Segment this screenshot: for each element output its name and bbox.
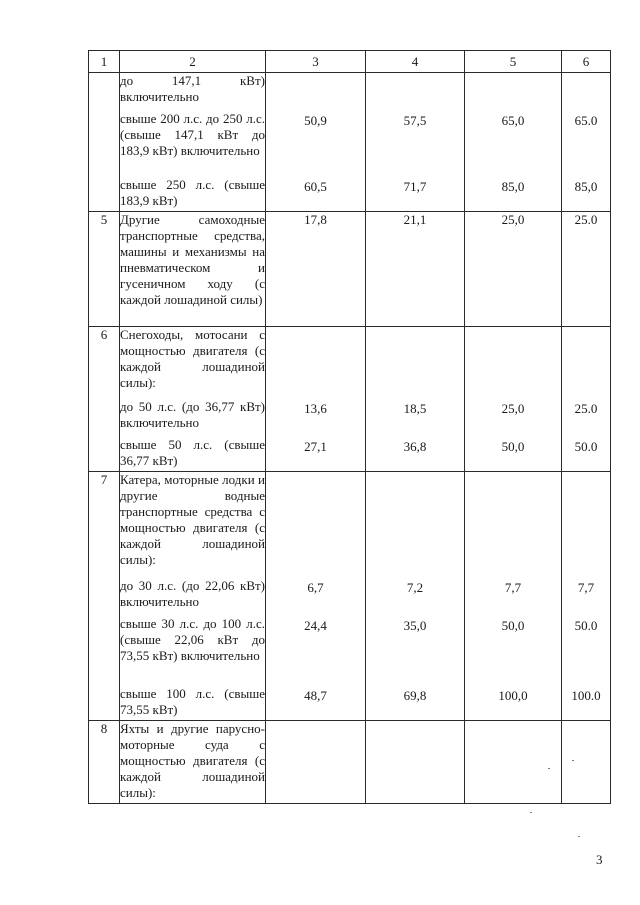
value-cell-col4 xyxy=(366,212,465,327)
value xyxy=(366,73,464,113)
value: 65,0 xyxy=(501,113,525,128)
value: 27,1 xyxy=(304,439,327,454)
value-cell-col5 xyxy=(465,472,562,721)
value-cell-col3 xyxy=(266,721,366,804)
value xyxy=(366,472,464,580)
value xyxy=(366,327,464,401)
value: 69,8 xyxy=(403,688,427,703)
value: 35,0 xyxy=(403,618,427,633)
value: 18,5 xyxy=(403,401,427,416)
value: 50,0 xyxy=(501,618,525,633)
value-cell-col5 xyxy=(465,212,562,327)
value: 25,0 xyxy=(501,401,525,416)
value-cell-col5 xyxy=(465,327,562,472)
value: 6,7 xyxy=(307,580,324,595)
value: 17,8 xyxy=(304,212,327,227)
value: 100.0 xyxy=(571,688,601,703)
table-row xyxy=(89,73,611,212)
value: 13,6 xyxy=(304,401,327,416)
value-cell-col3 xyxy=(266,327,366,472)
value: 7,7 xyxy=(504,580,522,595)
column-header-3: 3 xyxy=(266,51,366,73)
entry-text: свыше 50 л.с. (свыше 36,77 кВт) xyxy=(120,437,265,468)
row-description xyxy=(120,327,266,472)
entry-text: Снегоходы, мотосани с мощностью двигателя (с каждой лошадиной силы): xyxy=(120,327,265,390)
value: 25.0 xyxy=(574,212,598,227)
table-row xyxy=(89,721,611,804)
value-cell-col5 xyxy=(465,721,562,804)
entry-text: Другие самоходные транспортные средства, машины и механизмы на пневматическом и гусеничном ходу (с каждой лошадиной силы) xyxy=(120,212,265,307)
table-row xyxy=(89,327,611,472)
column-header-4: 4 xyxy=(366,51,465,73)
tax-rates-table xyxy=(88,50,611,804)
value: 85,0 xyxy=(501,179,525,194)
value-cell-col6 xyxy=(562,472,611,721)
row-number: 5 xyxy=(89,212,120,327)
value xyxy=(562,472,610,580)
column-header-2: 2 xyxy=(120,51,266,73)
value-cell-col6 xyxy=(562,73,611,212)
scan-speck xyxy=(578,836,580,837)
value: 71,7 xyxy=(403,179,427,194)
value: 7,7 xyxy=(577,580,595,595)
row-description xyxy=(120,212,266,327)
value-cell-col4 xyxy=(366,721,465,804)
value-cell-col3 xyxy=(266,472,366,721)
entry-text: Яхты и другие парусно-моторные суда с мощностью двигателя (с каждой лошадиной силы): xyxy=(120,721,265,800)
entry-text: до 147,1 кВт) включительно xyxy=(120,73,265,104)
value: 25,0 xyxy=(501,212,525,227)
value-cell-col3 xyxy=(266,212,366,327)
table-row xyxy=(89,212,611,327)
column-header-5: 5 xyxy=(465,51,562,73)
row-number: 8 xyxy=(89,721,120,804)
value: 85,0 xyxy=(574,179,598,194)
value: 57,5 xyxy=(403,113,427,128)
header-row xyxy=(89,51,611,73)
row-number xyxy=(89,73,120,212)
value xyxy=(465,472,561,580)
column-header-1: 1 xyxy=(89,51,120,73)
value: 50.0 xyxy=(574,618,598,633)
scan-speck xyxy=(548,768,550,769)
value xyxy=(266,472,365,580)
entry-text: свыше 250 л.с. (свыше 183,9 кВт) xyxy=(120,177,265,208)
value-cell-col4 xyxy=(366,327,465,472)
table-row xyxy=(89,472,611,721)
value-cell-col6 xyxy=(562,721,611,804)
value: 24,4 xyxy=(304,618,327,633)
value: 50,0 xyxy=(501,439,525,454)
row-number: 6 xyxy=(89,327,120,472)
value xyxy=(562,73,610,113)
value-cell-col6 xyxy=(562,327,611,472)
value-cell-col4 xyxy=(366,472,465,721)
value-cell-col5 xyxy=(465,73,562,212)
entry-text: до 30 л.с. (до 22,06 кВт) включительно xyxy=(120,578,265,609)
value: 21,1 xyxy=(403,212,427,227)
value xyxy=(562,327,610,401)
value: 100,0 xyxy=(498,688,528,703)
value-cell-col3 xyxy=(266,73,366,212)
entry-text: до 50 л.с. (до 36,77 кВт) включительно xyxy=(120,399,265,430)
table-header xyxy=(89,51,611,73)
value: 48,7 xyxy=(304,688,327,703)
value: 7,2 xyxy=(406,580,424,595)
value: 60,5 xyxy=(304,179,327,194)
value: 65.0 xyxy=(574,113,598,128)
scan-speck xyxy=(572,760,574,761)
table-body xyxy=(89,73,611,804)
value: 50.0 xyxy=(574,439,598,454)
value-cell-col6 xyxy=(562,212,611,327)
value-cell-col4 xyxy=(366,73,465,212)
row-description xyxy=(120,721,266,804)
page-number: 3 xyxy=(596,852,603,867)
entry-text: свыше 100 л.с. (свыше 73,55 кВт) xyxy=(120,686,265,717)
value: 36,8 xyxy=(403,439,427,454)
value: 50,9 xyxy=(304,113,327,128)
entry-text: свыше 30 л.с. до 100 л.с. (свыше 22,06 кВт до 73,55 кВт) включительно xyxy=(120,616,265,663)
value xyxy=(266,327,365,401)
row-number: 7 xyxy=(89,472,120,721)
value xyxy=(266,73,365,113)
row-description xyxy=(120,73,266,212)
entry-text: свыше 200 л.с. до 250 л.с. (свыше 147,1 кВт до 183,9 кВт) включительно xyxy=(120,111,265,158)
column-header-6: 6 xyxy=(562,51,611,73)
entry-text: Катера, моторные лодки и другие водные транспортные средства с мощностью двигателя (с каждой лошадиной силы): xyxy=(120,472,265,567)
value xyxy=(465,327,561,401)
scan-speck xyxy=(530,812,532,813)
value: 25.0 xyxy=(574,401,598,416)
value xyxy=(465,73,561,113)
row-description xyxy=(120,472,266,721)
